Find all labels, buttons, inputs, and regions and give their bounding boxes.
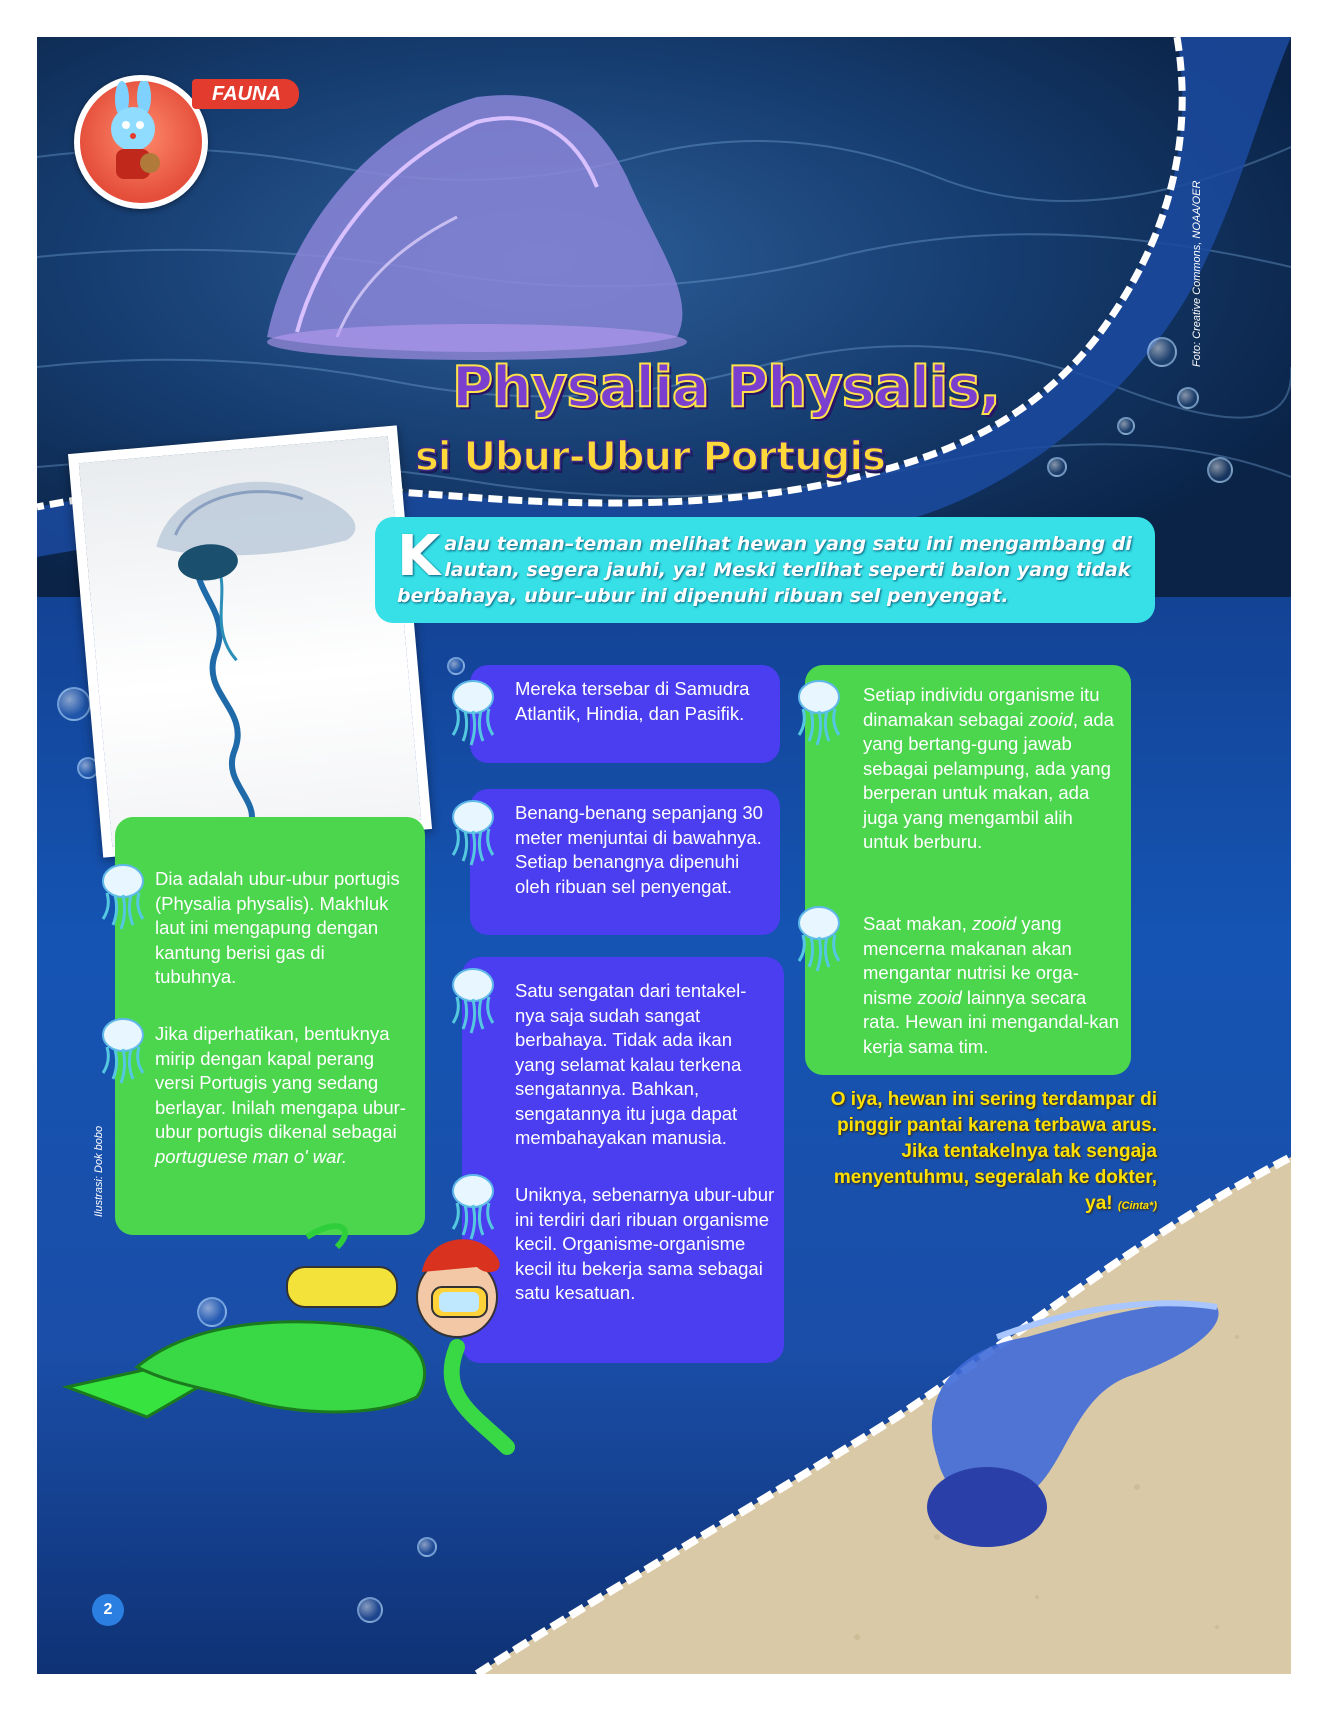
fact-mid-4: Uniknya, sebenarnya ubur-ubur ini terdiri dari ribuan organisme kecil. Organisme-organisme kecil itu bekerja sama sebagai satu kesatuan. xyxy=(515,1184,775,1303)
fact-right-2-zooid-2: zooid xyxy=(917,986,962,1008)
jellyfish-icon xyxy=(795,679,843,749)
fact-left-2-text: Jika diperhatikan, bentuknya mirip dengan kapal perang versi Portugis yang sedang berlayar. Inilah mengapa ubur-ubur portugis dikenal sebagai xyxy=(155,1023,406,1142)
fact-right-2-text-b: yang mencerna makanan akan mengantar nutrisi ke orga-nisme xyxy=(863,913,1079,1008)
fact-right-2-text-c: lainnya secara rata. Hewan ini mengandal-kan kerja sama tim. xyxy=(863,986,1120,1057)
bubble xyxy=(1207,457,1233,483)
fact-left-2-emphasis: portuguese man o' war. xyxy=(155,1145,348,1167)
intro-body: alau teman–teman melihat hewan yang satu ini mengambang di lautan, segera jauhi, ya! Meski terlihat seperti balon yang tidak berbahaya, ubur–ubur ini dipenuhi ribuan sel penyengat. xyxy=(397,533,1132,607)
fact-left-1: Dia adalah ubur-ubur portugis (Physalia physalis). Makhluk laut ini mengapung dengan kantung berisi gas di tubuhnya. xyxy=(155,868,400,987)
jellyfish-specimen-photo xyxy=(68,425,432,857)
fact-right-1-text-b: , ada yang bertang-gung jawab sebagai pelampung, ada yang berperan untuk makan, ada juga yang mengambil alih untuk berburu. xyxy=(863,708,1114,852)
fact-right-2 xyxy=(863,912,1123,1059)
page-title: Physalia Physalis, xyxy=(452,355,1000,420)
page-number: 2 xyxy=(92,1594,124,1626)
bubble xyxy=(57,687,91,721)
diver-illustration xyxy=(37,1217,517,1477)
illustration-credit: Ilustrasi: Dok bobo xyxy=(93,1125,105,1217)
jellyfish-icon xyxy=(99,1017,147,1087)
fact-right-2-zooid: zooid xyxy=(972,913,1017,934)
intro-dropcap: K xyxy=(397,524,441,589)
jellyfish-icon xyxy=(795,905,843,975)
bubble xyxy=(417,1537,437,1557)
fact-right-1 xyxy=(863,683,1123,855)
fact-mid-1: Mereka tersebar di Samudra Atlantik, Hindia, dan Pasifik. xyxy=(515,678,750,724)
page-subtitle: si Ubur-Ubur Portugis xyxy=(415,434,885,480)
jellyfish-icon xyxy=(449,679,497,749)
intro-box xyxy=(375,517,1155,623)
photo-credit: Foto: Creative Commons, NOAA/OER xyxy=(1191,180,1203,367)
fact-box-right xyxy=(805,665,1131,1075)
bubble xyxy=(1147,337,1177,367)
bubble xyxy=(1117,417,1135,435)
jellyfish-icon xyxy=(449,799,497,869)
fact-right-2-text-a: Saat makan, xyxy=(863,913,967,934)
fact-box-mid-2 xyxy=(470,789,780,935)
section-tag: FAUNA xyxy=(192,79,299,109)
intro-text xyxy=(397,524,1137,609)
bubble xyxy=(1177,387,1199,409)
outro-body: O iya, hewan ini sering terdampar di pinggir pantai karena terbawa arus. Jika tentakelnya tak sengaja menyentuhmu, segeralah ke dokter, ya! xyxy=(830,1089,1157,1214)
fact-left-2 xyxy=(155,1022,410,1169)
bunny-mascot-icon xyxy=(80,81,190,191)
mascot-badge xyxy=(74,75,208,209)
jellyfish-icon xyxy=(449,967,497,1037)
author-signature: (Cinta*) xyxy=(1117,1200,1157,1212)
bubble xyxy=(1047,457,1067,477)
fact-mid-3: Satu sengatan dari tentakel-nya saja sudah sangat berbahaya. Tidak ada ikan yang selamat kalau terkena sengatannya. Bahkan, sengatannya itu juga dapat membahayakan manusia. xyxy=(515,980,747,1148)
fact-box-mid-1 xyxy=(470,665,780,763)
fact-right-1-text-a: Setiap individu organisme itu dinamakan sebagai xyxy=(863,684,1100,730)
bubble xyxy=(447,657,465,675)
jellyfish-specimen-image xyxy=(79,436,421,847)
jellyfish-icon xyxy=(99,863,147,933)
outro-text xyxy=(807,1087,1157,1219)
magazine-page xyxy=(37,37,1291,1674)
bubble xyxy=(357,1597,383,1623)
fact-mid-2: Benang-benang sepanjang 30 meter menjuntai di bawahnya. Setiap benangnya dipenuhi oleh ribuan sel penyengat. xyxy=(515,802,763,897)
fact-box-left xyxy=(115,817,425,1235)
fact-right-1-zooid: zooid xyxy=(1028,708,1073,730)
